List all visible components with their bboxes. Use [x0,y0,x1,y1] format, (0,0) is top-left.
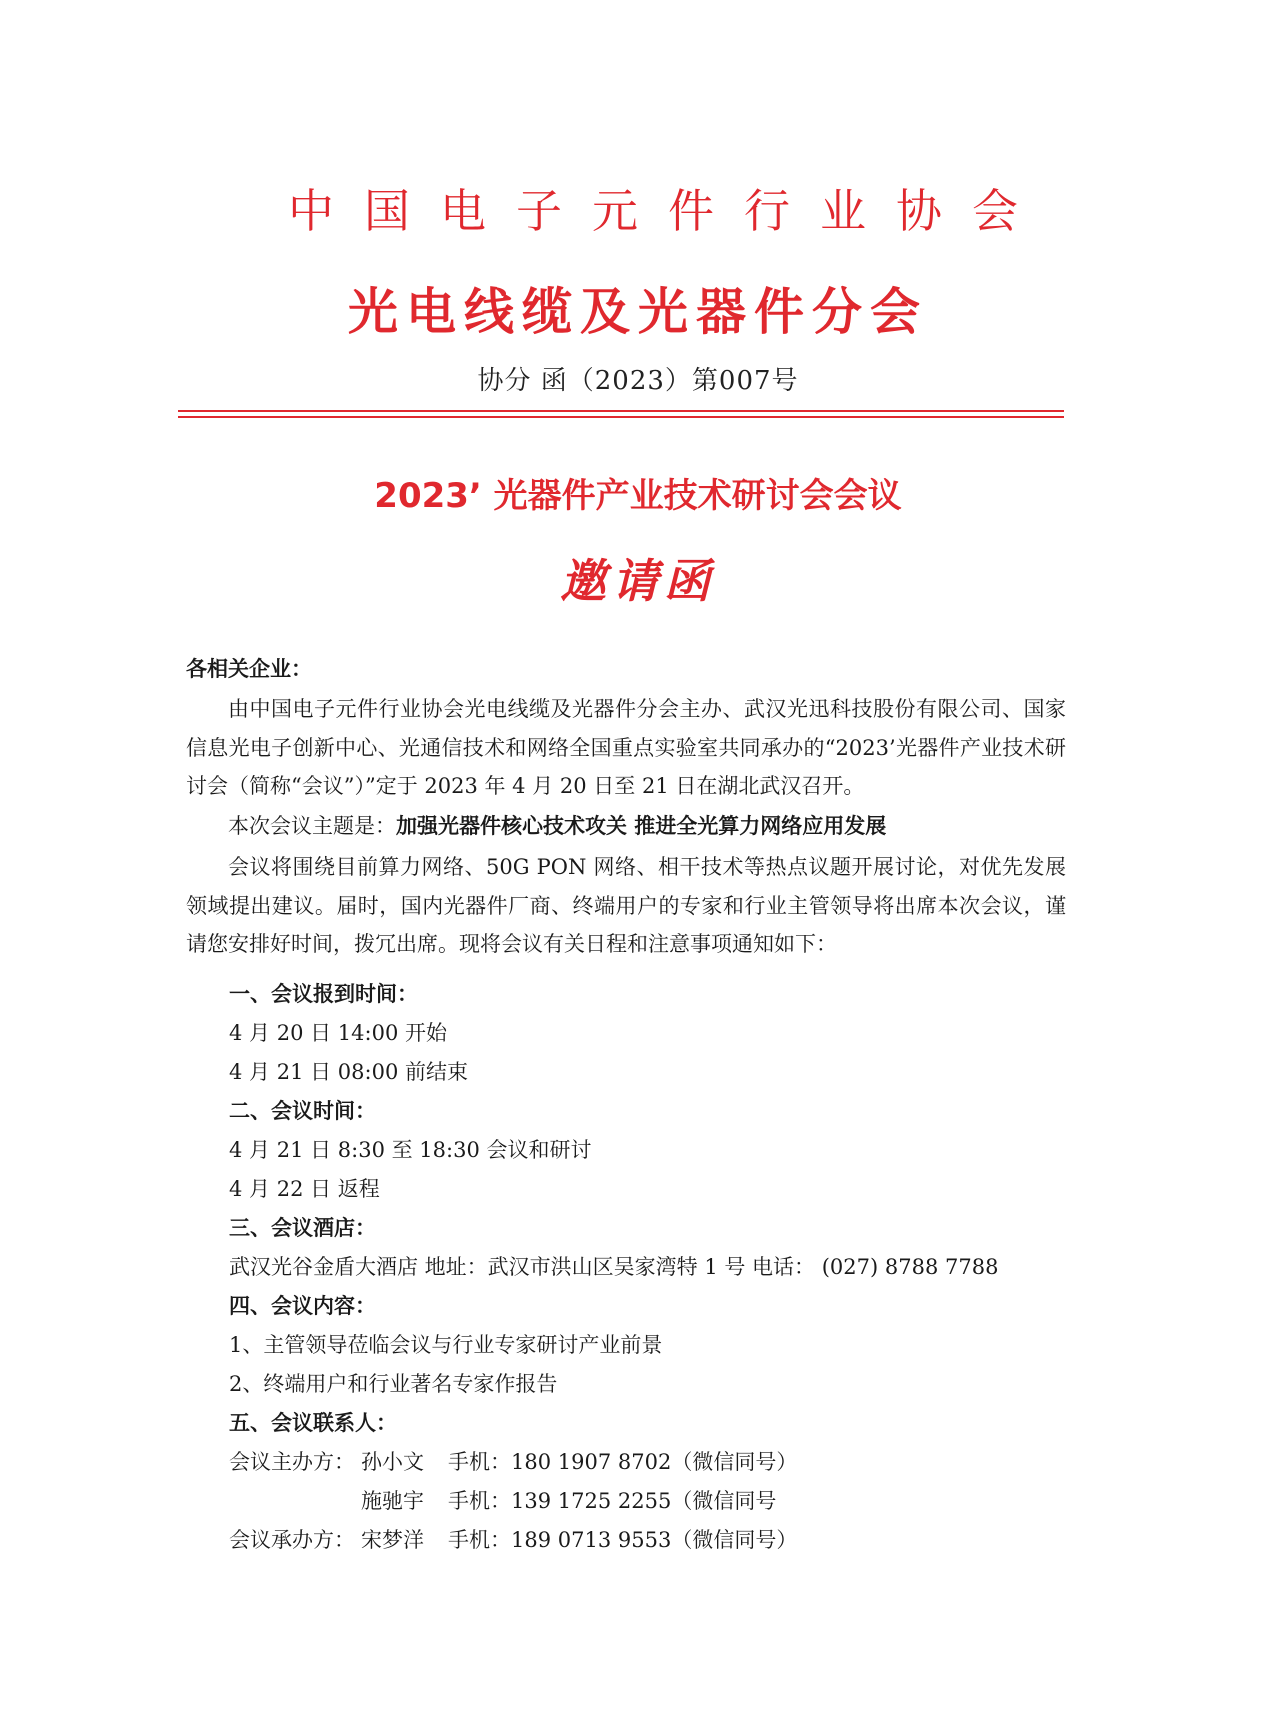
intro-paragraph: 由中国电子元件行业协会光电线缆及光器件分会主办、武汉光迅科技股份有限公司、国家信息光电子创新中心、光通信技术和网络全国重点实验室共同承办的“2023’光器件产业技术研讨会（简称“会议”）”定于 2023 年 4 月 20 日至 21 日在湖北武汉召开。 [186,697,1066,798]
branch-title: 光电线缆及光器件分会 [348,282,928,341]
theme-text: 加强光器件核心技术攻关 推进全光算力网络应用发展 [396,814,887,838]
contact-name: 施驰宇 [361,1489,424,1513]
document-number: 协分 函（2023）第007号 [477,366,799,396]
header-rule-top [178,410,1064,412]
section-1-line-1: 4 月 20 日 14:00 开始 [229,1021,447,1045]
organizer-label: 会议主办方： [229,1450,355,1474]
section-2-line-1: 4 月 21 日 8:30 至 18:30 会议和研讨 [229,1138,592,1162]
invitation-title: 邀请函 [560,554,716,608]
section-5-title: 五、会议联系人： [229,1411,397,1435]
topics-paragraph: 会议将围绕目前算力网络、50G PON 网络、相干技术等热点议题开展讨论，对优先发展领域提出建议。届时，国内光器件厂商、终端用户的专家和行业主管领导将出席本次会议，谨请您安排好时间，拨冗出席。现将会议有关日程和注意事项通知如下： [186,855,1066,956]
theme-paragraph [186,807,1066,846]
header-rule-bottom [178,416,1064,418]
contact-name: 宋梦洋 [361,1528,424,1552]
section-3-title: 三、会议酒店： [229,1216,376,1240]
contact-name: 孙小文 [361,1450,424,1474]
contact-phone: 手机：189 0713 9553（微信同号） [448,1528,798,1552]
section-4-line-2: 2、终端用户和行业著名专家作报告 [229,1372,558,1396]
org-title: 中国电子元件行业协会 [288,184,1048,238]
hotel-info: 武汉光谷金盾大酒店 地址：武汉市洪山区吴家湾特 1 号 电话： (027) 8788 7788 [229,1255,999,1279]
section-1-title: 一、会议报到时间： [229,982,418,1006]
contact-phone: 手机：180 1907 8702（微信同号） [448,1450,798,1474]
section-1-line-2: 4 月 21 日 08:00 前结束 [229,1060,468,1084]
section-4-line-1: 1、主管领导莅临会议与行业专家研讨产业前景 [229,1333,663,1357]
section-4-title: 四、会议内容： [229,1294,376,1318]
theme-prefix: 本次会议主题是： [228,814,396,838]
section-2-line-2: 4 月 22 日 返程 [229,1177,380,1201]
salutation: 各相关企业： [186,657,312,681]
host-label: 会议承办方： [229,1528,355,1552]
section-2-title: 二、会议时间： [229,1099,376,1123]
contact-phone: 手机：139 1725 2255（微信同号 [448,1489,777,1513]
conference-title: 2023’ 光器件产业技术研讨会会议 [374,476,902,516]
